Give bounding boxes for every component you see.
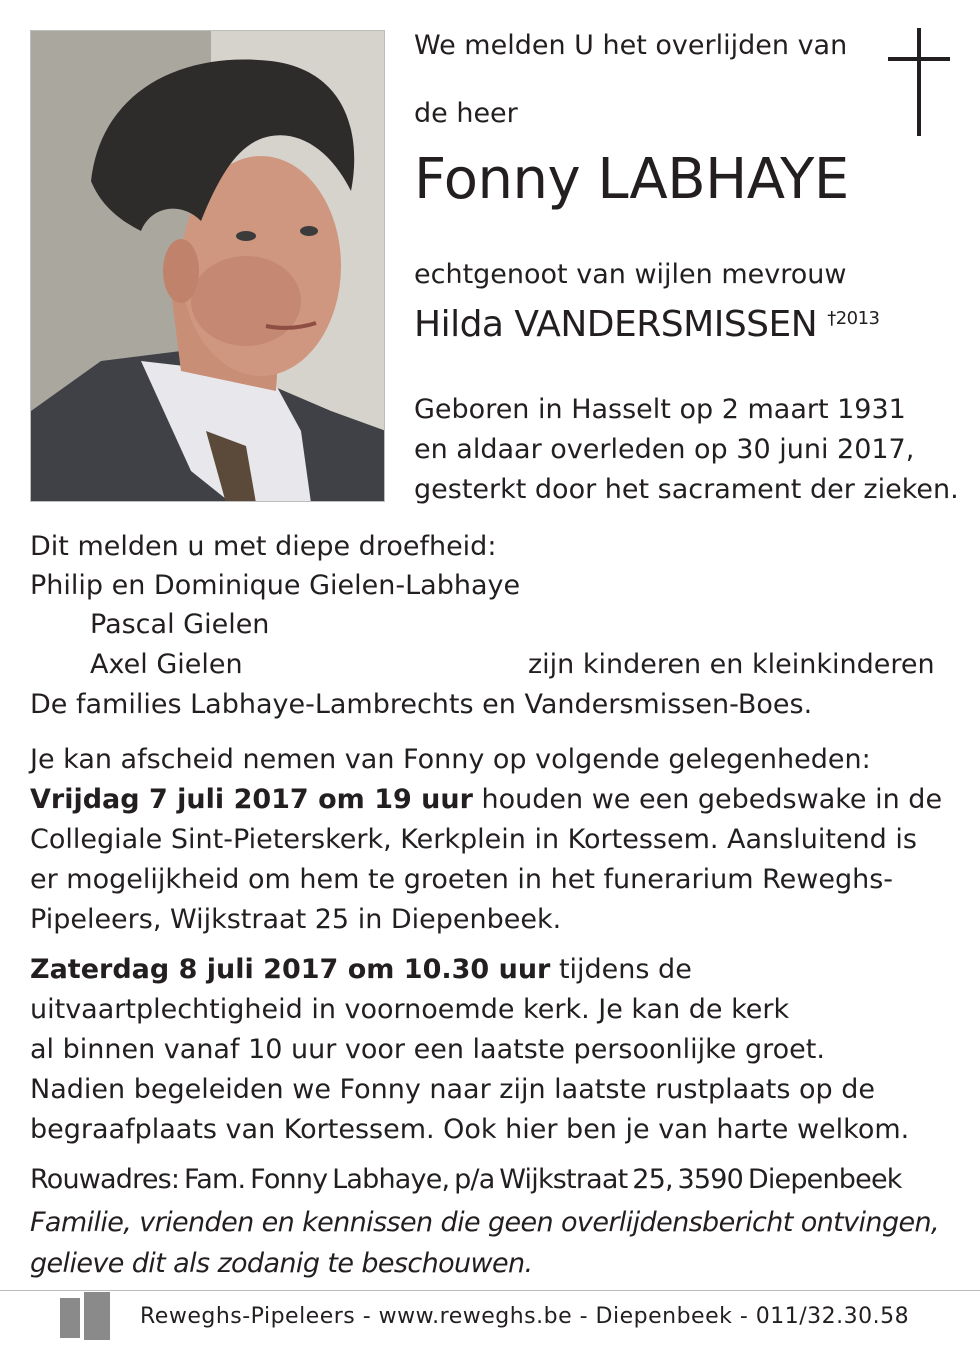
announce-text: We melden U het overlijden van: [414, 30, 848, 61]
sacrament-line: gesterkt door het sacrament der zieken.: [414, 474, 959, 505]
farewell-intro: Je kan afscheid nemen van Fonny op volgende gelegenheden:: [30, 744, 871, 775]
title-prefix: de heer: [414, 98, 518, 129]
wake-line-3: er mogelijkheid om hem te groeten in het funerarium Reweghs-: [30, 864, 893, 895]
mourner-grandchild-2: Axel Gielen: [90, 649, 243, 680]
notice-line-1: Familie, vrienden en kennissen die geen overlijdensbericht ontvingen,: [30, 1207, 939, 1238]
spouse-name: Hilda VANDERSMISSEN: [414, 304, 818, 345]
mourner-relation: zijn kinderen en kleinkinderen: [528, 649, 935, 680]
funeral-date: Zaterdag 8 juli 2017 om 10.30 uur: [30, 954, 551, 985]
footer-text: Reweghs-Pipeleers - www.reweghs.be - Diepenbeek - 011/32.30.58: [140, 1304, 910, 1329]
spouse-intro: echtgenoot van wijlen mevrouw: [414, 259, 847, 290]
spouse-name-line: [414, 305, 880, 345]
funeral-line-5: begraafplaats van Kortessem. Ook hier ben je van harte welkom.: [30, 1114, 910, 1145]
death-line: en aldaar overleden op 30 juni 2017,: [414, 434, 915, 465]
footer-divider: [0, 1290, 980, 1291]
mourner-families: De families Labhaye-Lambrechts en Vandersmissen-Boes.: [30, 689, 813, 720]
wake-line-2: Collegiale Sint-Pieterskerk, Kerkplein in Kortessem. Aansluitend is: [30, 824, 917, 855]
funeral-home-logo-icon: [58, 1292, 114, 1340]
birth-line: Geboren in Hasselt op 2 maart 1931: [414, 394, 906, 425]
funeral-line-3: al binnen vanaf 10 uur voor een laatste persoonlijke groet.: [30, 1034, 825, 1065]
deceased-name: Fonny LABHAYE: [414, 147, 849, 212]
spouse-death-mark: †2013: [827, 308, 880, 329]
funeral-line-1: [30, 950, 692, 990]
portrait-photo: [30, 30, 385, 502]
funeral-text-1: tijdens de: [550, 954, 692, 985]
notice-line-2: gelieve dit als zodanig te beschouwen.: [30, 1248, 533, 1279]
mourners-intro: Dit melden u met diepe droefheid:: [30, 531, 497, 562]
cross-icon: [888, 28, 950, 136]
wake-line-1: [30, 780, 942, 820]
wake-text-1: houden we een gebedswake in de: [472, 784, 943, 815]
wake-line-4: Pipeleers, Wijkstraat 25 in Diepenbeek.: [30, 904, 562, 935]
mourner-child: Philip en Dominique Gielen-Labhaye: [30, 570, 521, 601]
mourning-address: Rouwadres: Fam. Fonny Labhaye, p/a Wijkstraat 25, 3590 Diepenbeek: [30, 1164, 902, 1195]
wake-date: Vrijdag 7 juli 2017 om 19 uur: [30, 784, 473, 815]
funeral-line-2: uitvaartplechtigheid in voornoemde kerk. Je kan de kerk: [30, 994, 790, 1025]
funeral-line-4: Nadien begeleiden we Fonny naar zijn laatste rustplaats op de: [30, 1074, 876, 1105]
mourner-grandchild-1: Pascal Gielen: [90, 609, 270, 640]
